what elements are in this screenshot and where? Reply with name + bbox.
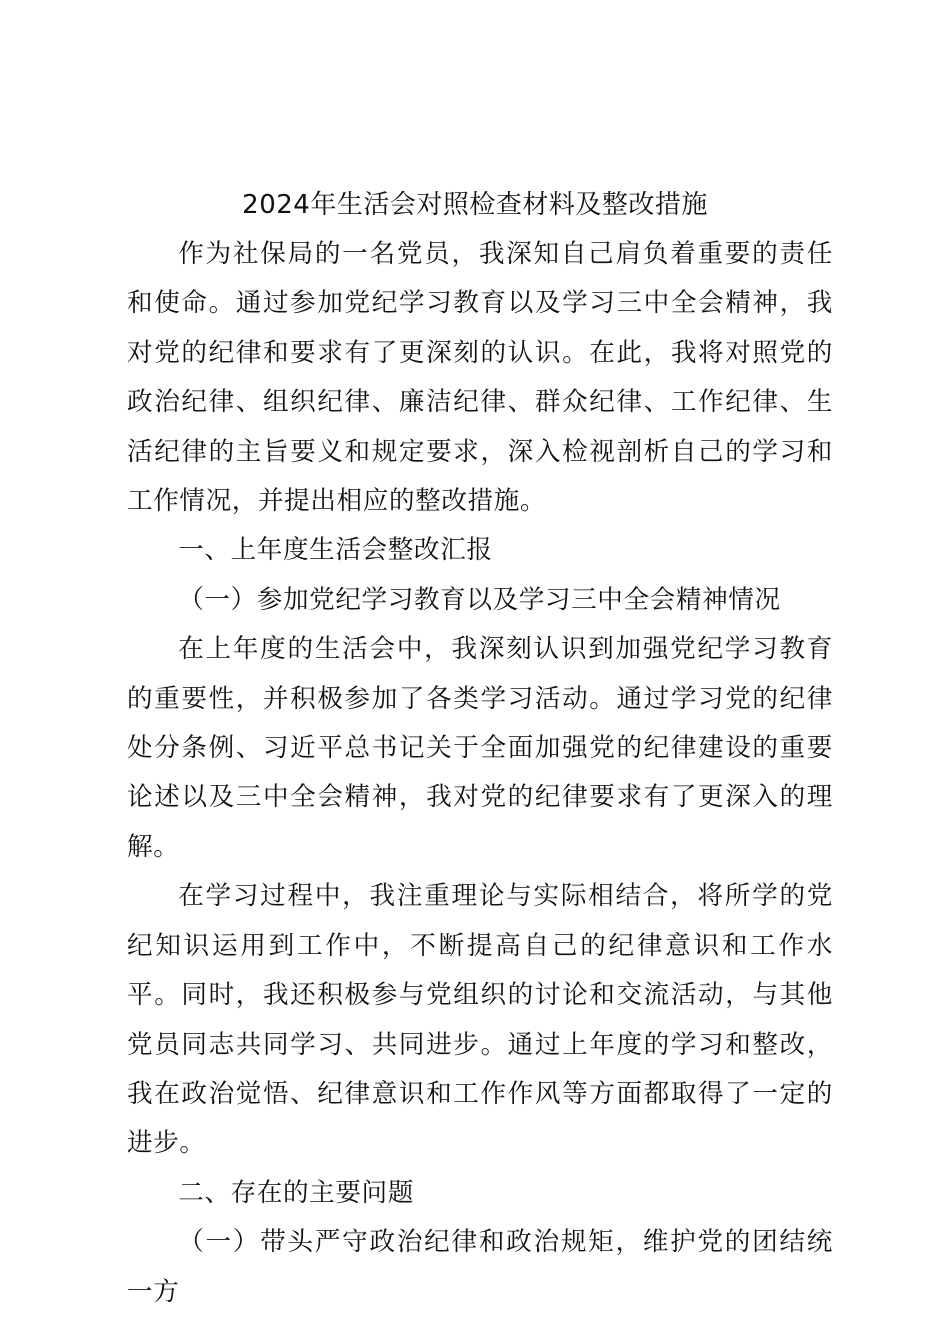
subsection-heading-2-1: （一）带头严守政治纪律和政治规矩，维护党的团结统一方 [127,1227,833,1307]
body-paragraph-2: 在学习过程中，我注重理论与实际相结合，将所学的党纪知识运用到工作中，不断提高自己的纪律意识和工作水平。同时，我还积极参与党组织的讨论和交流活动，与其他党员同志共同学习、共同进步。通过上年度的学习和整改，我在政治觉悟、纪律意识和工作作风等方面都取得了一定的进步。 [127,881,833,1159]
body-paragraph-1: 在上年度的生活会中，我深刻认识到加强党纪学习教育的重要性，并积极参加了各类学习活动。通过学习党的纪律处分条例、习近平总书记关于全面加强党的纪律建设的重要论述以及三中全会精神，我对党的纪律要求有了更深入的理解。 [127,634,833,862]
section-heading-2: 二、存在的主要问题 [178,1177,414,1208]
document-body [127,230,833,1317]
subsection-heading-1-1: （一）参加党纪学习教育以及学习三中全会精神情况 [178,584,781,615]
document-title: 2024年生活会对照检查材料及整改措施 [242,190,708,220]
intro-paragraph: 作为社保局的一名党员，我深知自己肩负着重要的责任和使命。通过参加党纪学习教育以及学习三中全会精神，我对党的纪律和要求有了更深刻的认识。在此，我将对照党的政治纪律、组织纪律、廉洁纪律、群众纪律、工作纪律、生活纪律的主旨要义和规定要求，深入检视剖析自己的学习和工作情况，并提出相应的整改措施。 [127,239,833,517]
section-heading-1: 一、上年度生活会整改汇报 [178,535,493,566]
